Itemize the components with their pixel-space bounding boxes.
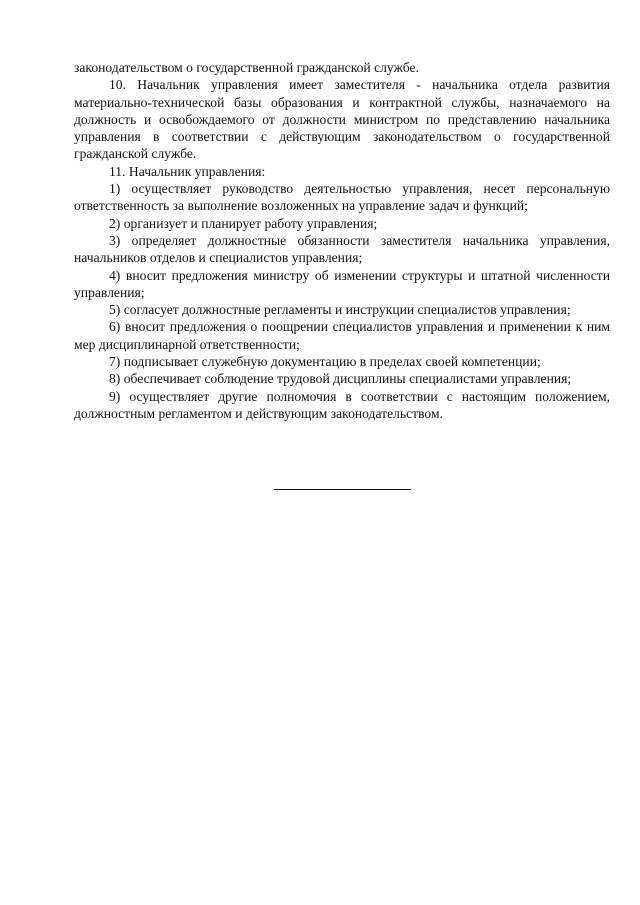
list-item-1: 1) осуществляет руководство деятельностью управления, несет персональную ответственность за выполнение возложенных на управление задач и функций; [74,181,610,214]
list-item-2: 2) организует и планирует работу управления; [109,215,378,231]
list-item-8: 8) обеспечивает соблюдение трудовой дисциплины специалистами управления; [109,371,572,387]
list-item-5: 5) согласует должностные регламенты и инструкции специалистов управления; [109,302,571,318]
paragraph-continuation: законодательством о государственной гражданской службе. [74,60,419,75]
clause-11-heading: 11. Начальник управления: [109,163,266,179]
document-body [74,59,610,422]
clause-10: 10. Начальник управления имеет заместителя - начальника отдела развития материально-технической базы образования и контрактной службы, назначаемого на должность и освобождаемого от должности министром по представлению начальника управления в соответствии с действующим законодательством о государственной гражданской службе. [74,77,610,162]
list-item-4: 4) вносит предложения министру об изменении структуры и штатной численности управления; [74,267,610,300]
list-item-6: 6) вносит предложения о поощрении специалистов управления и применении к ним мер дисциплинарной ответственности; [74,319,610,352]
list-item-3: 3) определяет должностные обязанности заместителя начальника управления, начальников отделов и специалистов управления; [74,232,610,266]
list-item-7: 7) подписывает служебную документацию в пределах своей компетенции; [109,354,541,370]
end-divider-line [274,489,411,490]
list-item-9: 9) осуществляет другие полномочия в соответствии с настоящим положением, должностным регламентом и действующим законодательством. [74,388,610,421]
